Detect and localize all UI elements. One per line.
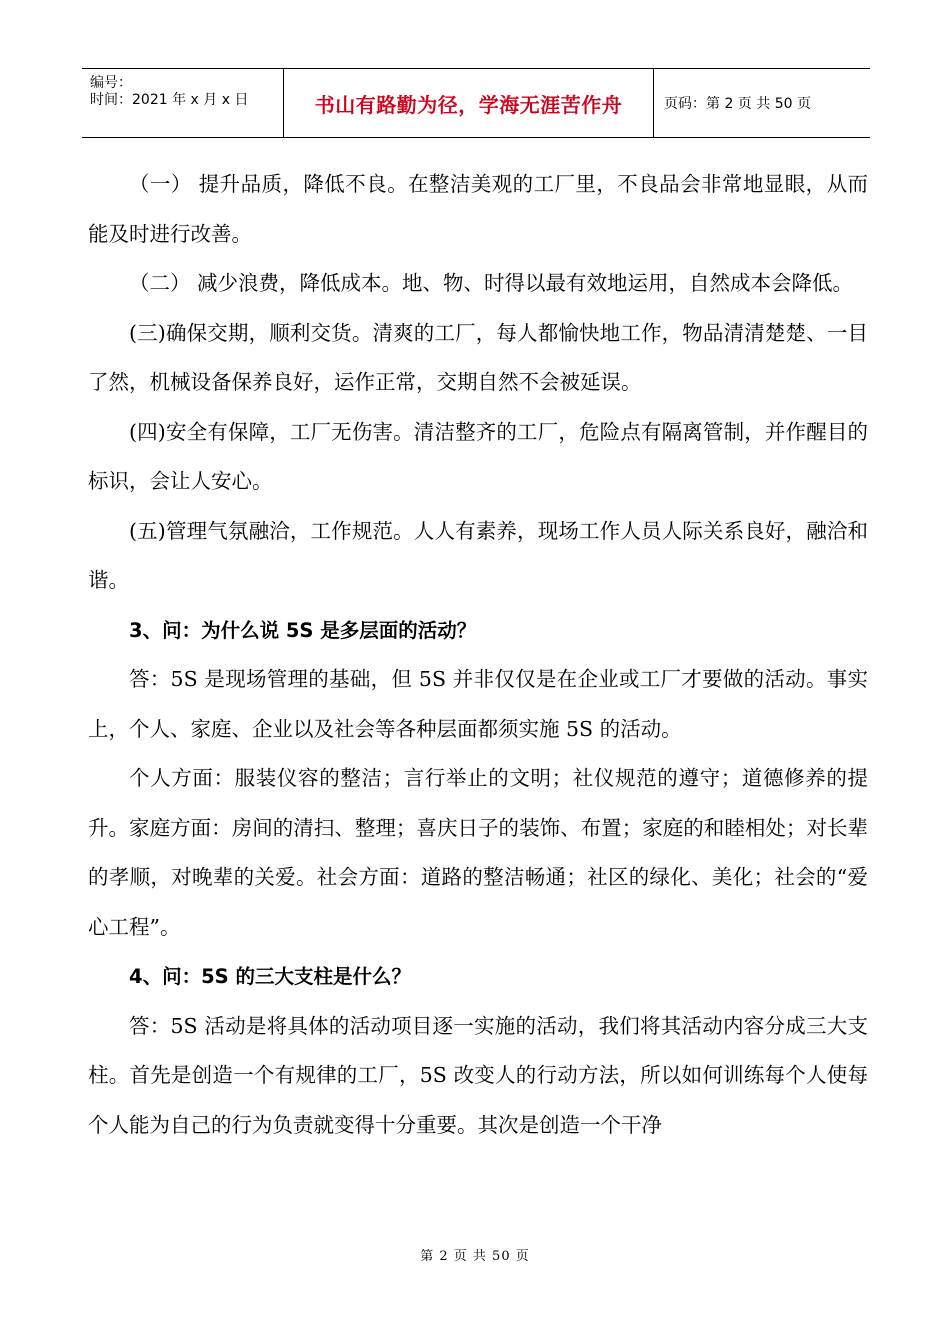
question-3-heading: 3、问：为什么说 5S 是多层面的活动？ [129,618,477,642]
paragraph-benefit-1: （一） 提升品质，降低不良。在整洁美观的工厂里，不良品会非常地显眼，从而能及时进行改善。 [88,172,868,246]
paragraph-benefit-3: (三)确保交期，顺利交货。清爽的工厂，每人都愉快地工作，物品清清楚楚、一目了然，机械设备保养良好，运作正常，交期自然不会被延误。 [88,320,868,394]
page-footer: 第 2 页 共 50 页 [420,1249,530,1264]
document-body [88,160,868,1150]
document-time: 时间：2021 年 x 月 x 日 [90,92,249,108]
page-header [82,68,870,138]
answer-3-paragraph-1: 答：5S 是现场管理的基础，但 5S 并非仅仅是在企业或工厂才要做的活动。事实上，个人、家庭、企业以及社会等各种层面都须实施 5S 的活动。 [88,667,868,741]
document-number-label: 编号： [90,75,132,91]
paragraph-benefit-4: (四)安全有保障，工厂无伤害。清洁整齐的工厂，危险点有隔离管制，并作醒目的标识，会让人安心。 [88,419,868,493]
answer-4-paragraph: 答：5S 活动是将具体的活动项目逐一实施的活动，我们将其活动内容分成三大支柱。首先是创造一个有规律的工厂，5S 改变人的行动方法，所以如何训练每个人使每个人能为自己的行为负责就变得十分重要。其次是创造一个干净 [88,1013,868,1137]
paragraph-benefit-2: （二） 减少浪费，降低成本。地、物、时得以最有效地运用，自然成本会降低。 [129,271,854,295]
paragraph-benefit-5: (五)管理气氛融洽，工作规范。人人有素养，现场工作人员人际关系良好，融洽和谐。 [88,518,868,592]
header-motto: 书山有路勤为径，学海无涯苦作舟 [283,69,654,137]
header-page-info: 页码：第 2 页 共 50 页 [664,96,811,112]
header-meta [82,69,283,137]
question-4-heading: 4、问：5S 的三大支柱是什么？ [129,965,411,988]
answer-3-paragraph-2: 个人方面：服装仪容的整洁；言行举止的文明；社仪规范的遵守；道德修养的提升。家庭方面：房间的清扫、整理；喜庆日子的装饰、布置；家庭的和睦相处；对长辈的孝顺，对晚辈的关爱。社会方面：道路的整洁畅通；社区的绿化、美化；社会的“爱心工程”。 [88,766,868,939]
